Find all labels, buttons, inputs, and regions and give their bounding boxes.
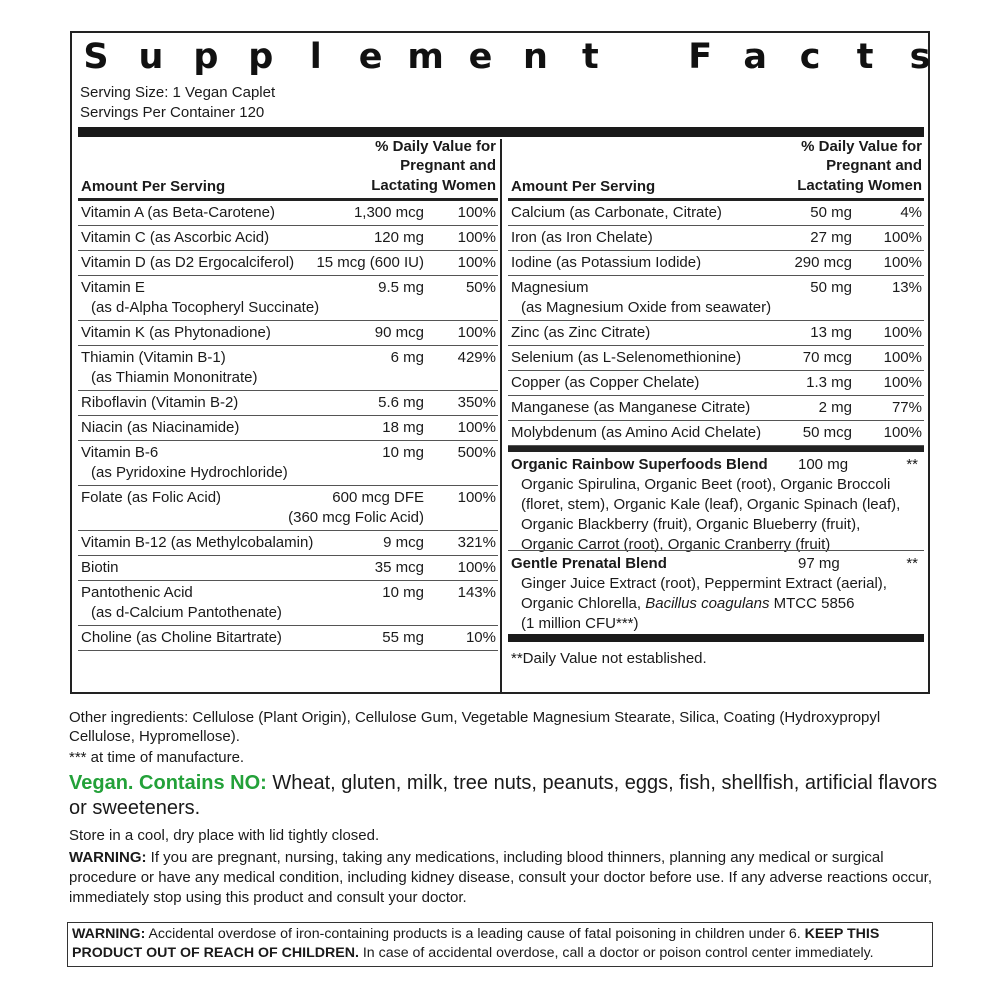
left-column — [78, 139, 498, 651]
usage-warning: WARNING: If you are pregnant, nursing, taking any medications, including blood thinners, planning any medical or surgical procedure or have any medical condition, including kidney disease, consult your doctor before use. If any adverse reactions occur, immediately stop using this product and consult your doctor. — [69, 849, 932, 906]
title-letter: c — [799, 37, 821, 77]
title-letter: S — [83, 37, 109, 77]
right-column-header — [508, 139, 924, 201]
nutrient-row — [78, 416, 498, 441]
nutrient-amount: 13 mg — [810, 324, 852, 341]
nutrient-name: Folate (as Folic Acid) — [81, 489, 222, 506]
blend-name: Organic Rainbow Superfoods Blend — [511, 456, 768, 473]
vegan-statement — [69, 771, 949, 821]
title-letter: e — [468, 37, 493, 77]
nutrient-name: Manganese (as Manganese Citrate) — [511, 399, 751, 416]
title-letter: F — [688, 37, 713, 77]
storage-instructions: Store in a cool, dry place with lid tightly closed. — [69, 827, 380, 844]
nutrient-dv: 350% — [457, 394, 496, 411]
nutrient-row — [508, 346, 924, 371]
nutrient-name: Vitamin D (as D2 Ergocalciferol) — [81, 254, 295, 271]
divider-bar — [78, 127, 924, 137]
vegan-label: Vegan. Contains NO: — [69, 772, 267, 794]
nutrient-dv: 143% — [457, 584, 496, 601]
title-letter: n — [522, 37, 548, 77]
title-letter: a — [743, 37, 767, 77]
nutrient-amount: 18 mg — [382, 419, 424, 436]
nutrient-source: (as d-Alpha Tocopheryl Succinate) — [91, 299, 320, 316]
nutrient-amount: 1.3 mg — [806, 374, 852, 391]
title-letter: m — [407, 37, 444, 77]
nutrient-row — [78, 201, 498, 226]
nutrient-dv: 13% — [891, 279, 922, 296]
daily-value-header: % Daily Value for Pregnant and Lactating Women — [371, 137, 496, 194]
nutrient-row — [78, 581, 498, 626]
nutrient-dv: 429% — [457, 349, 496, 366]
nutrient-amount: 10 mg — [382, 444, 424, 461]
nutrient-dv: 50% — [465, 279, 496, 296]
blend-amount: 97 mg — [798, 555, 840, 572]
nutrient-dv: 100% — [457, 324, 496, 341]
supplement-facts-panel — [70, 31, 930, 694]
nutrient-name: Choline (as Choline Bitartrate) — [81, 629, 282, 646]
title-letter: t — [856, 37, 874, 77]
nutrient-dv: 4% — [900, 204, 922, 221]
column-separator — [500, 139, 502, 694]
nutrient-amount: 90 mcg — [374, 324, 424, 341]
nutrient-row — [78, 346, 498, 391]
title-letter: l — [309, 37, 322, 77]
nutrient-name: Iodine (as Potassium Iodide) — [511, 254, 702, 271]
other-ingredients: Other ingredients: Cellulose (Plant Origin), Cellulose Gum, Vegetable Magnesium Stearate, Silica, Coating (Hydroxypropyl Cellulose, Hypromellose). — [69, 709, 881, 745]
nutrient-amount: 55 mg — [382, 629, 424, 646]
nutrient-dv: 100% — [457, 489, 496, 506]
nutrient-dv: 100% — [883, 324, 922, 341]
nutrient-name: Biotin — [81, 559, 119, 576]
nutrient-name: Zinc (as Zinc Citrate) — [511, 324, 651, 341]
nutrient-dv: 100% — [457, 204, 496, 221]
nutrient-amount: 35 mcg — [374, 559, 424, 576]
nutrient-name: Calcium (as Carbonate, Citrate) — [511, 204, 722, 221]
title-letter: u — [138, 37, 164, 77]
nutrient-dv: 100% — [883, 254, 922, 271]
nutrient-row — [78, 391, 498, 416]
nutrient-row — [78, 226, 498, 251]
right-column — [508, 139, 924, 667]
serving-size: Serving Size: 1 Vegan Caplet — [80, 84, 276, 101]
amount-header: Amount Per Serving — [81, 178, 226, 195]
nutrient-name: Iron (as Iron Chelate) — [511, 229, 653, 246]
nutrient-dv: 100% — [457, 419, 496, 436]
nutrient-dv: 77% — [891, 399, 922, 416]
blend-ingredients: Ginger Juice Extract (root), Peppermint Extract (aerial), Organic Chlorella, Bacillus coagulans MTCC 5856 (1 million CFU***) — [521, 575, 887, 632]
nutrient-name: Niacin (as Niacinamide) — [81, 419, 240, 436]
nutrient-row — [78, 531, 498, 556]
nutrient-dv: 100% — [457, 229, 496, 246]
daily-value-header: % Daily Value for Pregnant and Lactating Women — [797, 137, 922, 194]
facts-title — [80, 35, 931, 79]
nutrient-name: Thiamin (Vitamin B-1) — [81, 349, 226, 366]
nutrient-row — [508, 276, 924, 321]
nutrient-name: Vitamin A (as Beta-Carotene) — [81, 204, 275, 221]
nutrient-dv: 100% — [457, 559, 496, 576]
nutrient-source: (as Pyridoxine Hydrochloride) — [91, 464, 288, 481]
nutrient-name: Riboflavin (Vitamin B-2) — [81, 394, 239, 411]
right-nutrient-list — [508, 201, 924, 446]
amount-header: Amount Per Serving — [511, 178, 656, 195]
nutrient-name: Molybdenum (as Amino Acid Chelate) — [511, 424, 762, 441]
nutrient-dv: 500% — [457, 444, 496, 461]
nutrient-dv: 321% — [457, 534, 496, 551]
nutrient-name: Vitamin E — [81, 279, 145, 296]
nutrient-amount: 50 mg — [810, 204, 852, 221]
nutrient-name: Vitamin C (as Ascorbic Acid) — [81, 229, 270, 246]
nutrient-name: Selenium (as L-Selenomethionine) — [511, 349, 742, 366]
nutrient-name: Pantothenic Acid — [81, 584, 193, 601]
nutrient-amount: 70 mcg — [802, 349, 852, 366]
nutrient-amount: 10 mg — [382, 584, 424, 601]
title-letter: p — [248, 37, 274, 77]
rainbow-superfoods-blend — [508, 446, 924, 553]
nutrient-dv: 100% — [883, 424, 922, 441]
nutrient-amount: 5.6 mg — [378, 394, 424, 411]
nutrient-row — [78, 486, 498, 531]
nutrient-row — [78, 251, 498, 276]
nutrient-amount: 27 mg — [810, 229, 852, 246]
nutrient-amount: 600 mcg DFE — [332, 489, 424, 506]
nutrient-amount: 50 mcg — [802, 424, 852, 441]
nutrient-row — [78, 321, 498, 346]
nutrient-amount: 15 mcg (600 IU) — [316, 254, 424, 271]
nutrient-dv: 100% — [457, 254, 496, 271]
nutrient-source: (as Magnesium Oxide from seawater) — [521, 299, 772, 316]
nutrient-name: Vitamin K (as Phytonadione) — [81, 324, 271, 341]
nutrient-row — [508, 251, 924, 276]
nutrient-source: (as Thiamin Mononitrate) — [91, 369, 258, 386]
nutrient-row — [508, 421, 924, 446]
blend-ingredients: Organic Spirulina, Organic Beet (root), Organic Broccoli (floret, stem), Organic Kale (leaf), Organic Spinach (leaf), Organic Blackberry (fruit), Organic Blueberry (fruit), Organic Carrot (root), Organic Cranberry (fruit) — [521, 476, 901, 553]
nutrient-name: Magnesium — [511, 279, 589, 296]
nutrient-dv: 100% — [883, 374, 922, 391]
nutrient-row — [78, 276, 498, 321]
nutrient-row — [508, 226, 924, 251]
nutrient-amount-detail: (360 mcg Folic Acid) — [288, 509, 424, 526]
nutrient-amount: 6 mg — [390, 349, 424, 366]
iron-warning-box: WARNING: Accidental overdose of iron-containing products is a leading cause of fatal poisoning in children under 6. KEEP THIS PRODUCT OUT OF REACH OF CHILDREN. In case of accidental overdose, call a doctor or poison control center immediately. — [67, 922, 933, 967]
nutrient-amount: 50 mg — [810, 279, 852, 296]
blend-dv: ** — [906, 555, 918, 572]
title-letter: p — [193, 37, 219, 77]
nutrient-row — [508, 371, 924, 396]
nutrient-row — [508, 396, 924, 421]
nutrient-dv: 100% — [883, 229, 922, 246]
nutrient-amount: 2 mg — [818, 399, 852, 416]
nutrient-name: Vitamin B-6 — [81, 444, 159, 461]
serving-info — [80, 83, 275, 123]
nutrient-amount: 9.5 mg — [378, 279, 424, 296]
nutrient-name: Copper (as Copper Chelate) — [511, 374, 700, 391]
blend-amount: 100 mg — [798, 456, 849, 473]
title-letter: t — [582, 37, 599, 77]
blend-dv: ** — [906, 456, 918, 473]
nutrient-dv: 10% — [465, 629, 496, 646]
nutrient-row — [508, 201, 924, 226]
nutrient-amount: 290 mcg — [794, 254, 852, 271]
nutrient-amount: 120 mg — [373, 229, 424, 246]
nutrient-row — [508, 321, 924, 346]
blend-name: Gentle Prenatal Blend — [511, 555, 667, 572]
left-nutrient-list — [78, 201, 498, 651]
nutrient-dv: 100% — [883, 349, 922, 366]
dv-footnote: **Daily Value not established. — [511, 650, 707, 667]
title-letter: s — [909, 37, 931, 77]
title-letter: e — [358, 37, 383, 77]
nutrient-source: (as d-Calcium Pantothenate) — [91, 604, 282, 621]
nutrient-name: Vitamin B-12 (as Methylcobalamin) — [81, 534, 314, 551]
gentle-prenatal-blend — [508, 550, 924, 634]
nutrient-row — [78, 556, 498, 581]
nutrient-amount: 9 mcg — [383, 534, 424, 551]
manufacture-note: *** at time of manufacture. — [69, 749, 245, 766]
servings-per-container: Servings Per Container 120 — [80, 104, 265, 121]
bottom-bar — [508, 634, 924, 642]
allergen-list: Wheat, gluten, milk, tree nuts, peanuts, eggs, fish, shellfish, artificial flavors or sweeteners. — [69, 772, 938, 819]
nutrient-row — [78, 626, 498, 651]
left-column-header — [78, 139, 498, 201]
nutrient-amount: 1,300 mcg — [353, 204, 424, 221]
nutrient-row — [78, 441, 498, 486]
